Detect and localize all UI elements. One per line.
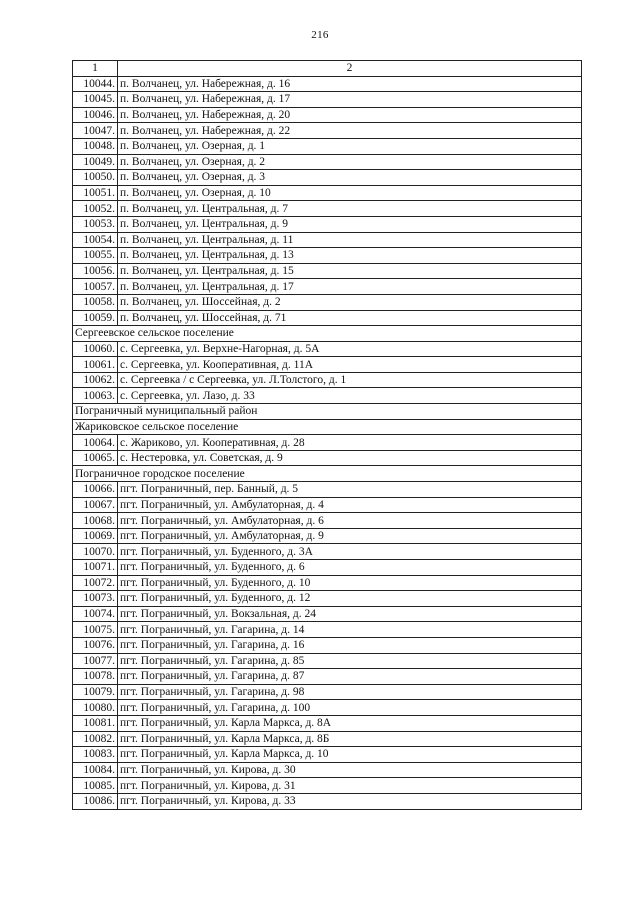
table-row (73, 622, 582, 638)
row-number: 10071. (73, 560, 118, 576)
row-address: п. Волчанец, ул. Шоссейная, д. 2 (118, 294, 582, 310)
row-address: пгт. Пограничный, ул. Амбулаторная, д. 6 (118, 513, 582, 529)
header-row (73, 61, 582, 77)
table-row (73, 372, 582, 388)
row-address: с. Сергеевка, ул. Кооперативная, д. 11А (118, 357, 582, 373)
table-row (73, 606, 582, 622)
table-row (73, 170, 582, 186)
row-address: пгт. Пограничный, ул. Гагарина, д. 85 (118, 653, 582, 669)
table-row (73, 201, 582, 217)
row-address: пгт. Пограничный, пер. Банный, д. 5 (118, 482, 582, 498)
table-row (73, 185, 582, 201)
row-address: с. Сергеевка, ул. Лазо, д. 33 (118, 388, 582, 404)
row-number: 10060. (73, 341, 118, 357)
table-row (73, 341, 582, 357)
section-row (73, 419, 582, 435)
table-row (73, 138, 582, 154)
row-number: 10079. (73, 684, 118, 700)
row-address: пгт. Пограничный, ул. Кирова, д. 33 (118, 793, 582, 809)
row-address: пгт. Пограничный, ул. Кирова, д. 30 (118, 762, 582, 778)
row-number: 10085. (73, 778, 118, 794)
row-address: пгт. Пограничный, ул. Буденного, д. 12 (118, 591, 582, 607)
row-number: 10067. (73, 497, 118, 513)
table-row (73, 497, 582, 513)
row-address: п. Волчанец, ул. Набережная, д. 16 (118, 76, 582, 92)
row-address: п. Волчанец, ул. Набережная, д. 20 (118, 107, 582, 123)
table-row (73, 544, 582, 560)
row-number: 10048. (73, 138, 118, 154)
row-address: п. Волчанец, ул. Озерная, д. 3 (118, 170, 582, 186)
column-header-number: 1 (73, 61, 118, 77)
row-address: п. Волчанец, ул. Центральная, д. 7 (118, 201, 582, 217)
address-table (72, 60, 582, 810)
row-number: 10057. (73, 279, 118, 295)
table-row (73, 107, 582, 123)
row-number: 10052. (73, 201, 118, 217)
row-address: пгт. Пограничный, ул. Карла Маркса, д. 8Б (118, 731, 582, 747)
row-address: пгт. Пограничный, ул. Карла Маркса, д. 8А (118, 715, 582, 731)
row-number: 10064. (73, 435, 118, 451)
table-row (73, 513, 582, 529)
row-number: 10081. (73, 715, 118, 731)
row-number: 10075. (73, 622, 118, 638)
row-address: п. Волчанец, ул. Набережная, д. 17 (118, 92, 582, 108)
row-address: п. Волчанец, ул. Центральная, д. 13 (118, 248, 582, 264)
row-number: 10044. (73, 76, 118, 92)
table-row (73, 575, 582, 591)
table-row (73, 669, 582, 685)
row-address: пгт. Пограничный, ул. Гагарина, д. 100 (118, 700, 582, 716)
row-number: 10049. (73, 154, 118, 170)
row-number: 10084. (73, 762, 118, 778)
row-address: п. Волчанец, ул. Озерная, д. 1 (118, 138, 582, 154)
row-number: 10047. (73, 123, 118, 139)
row-number: 10074. (73, 606, 118, 622)
table-row (73, 684, 582, 700)
row-address: пгт. Пограничный, ул. Амбулаторная, д. 4 (118, 497, 582, 513)
row-number: 10072. (73, 575, 118, 591)
table-row (73, 154, 582, 170)
table-row (73, 700, 582, 716)
row-number: 10068. (73, 513, 118, 529)
section-heading: Пограничное городское поселение (73, 466, 582, 482)
row-address: пгт. Пограничный, ул. Гагарина, д. 16 (118, 637, 582, 653)
table-row (73, 435, 582, 451)
table-row (73, 248, 582, 264)
row-address: пгт. Пограничный, ул. Буденного, д. 10 (118, 575, 582, 591)
page-number: 216 (311, 29, 329, 41)
row-number: 10077. (73, 653, 118, 669)
row-address: п. Волчанец, ул. Шоссейная, д. 71 (118, 310, 582, 326)
row-address: п. Волчанец, ул. Набережная, д. 22 (118, 123, 582, 139)
table-row (73, 778, 582, 794)
row-number: 10066. (73, 482, 118, 498)
row-address: с. Сергеевка, ул. Верхне-Нагорная, д. 5А (118, 341, 582, 357)
row-address: пгт. Пограничный, ул. Буденного, д. 3А (118, 544, 582, 560)
table-row (73, 294, 582, 310)
row-address: п. Волчанец, ул. Озерная, д. 2 (118, 154, 582, 170)
table-row (73, 591, 582, 607)
row-address: пгт. Пограничный, ул. Буденного, д. 6 (118, 560, 582, 576)
row-number: 10055. (73, 248, 118, 264)
row-address: п. Волчанец, ул. Центральная, д. 9 (118, 216, 582, 232)
table-body (73, 76, 582, 809)
row-number: 10070. (73, 544, 118, 560)
section-row (73, 326, 582, 342)
section-row (73, 466, 582, 482)
table-row (73, 482, 582, 498)
table-row (73, 762, 582, 778)
table-row (73, 637, 582, 653)
row-number: 10078. (73, 669, 118, 685)
table-row (73, 92, 582, 108)
table-row (73, 357, 582, 373)
row-address: п. Волчанец, ул. Центральная, д. 15 (118, 263, 582, 279)
row-address: пгт. Пограничный, ул. Вокзальная, д. 24 (118, 606, 582, 622)
row-address: с. Сергеевка / с Сергеевка, ул. Л.Толстого, д. 1 (118, 372, 582, 388)
table-row (73, 123, 582, 139)
table-row (73, 76, 582, 92)
section-heading: Пограничный муниципальный район (73, 404, 582, 420)
row-address: пгт. Пограничный, ул. Гагарина, д. 87 (118, 669, 582, 685)
row-number: 10069. (73, 528, 118, 544)
row-number: 10050. (73, 170, 118, 186)
row-number: 10063. (73, 388, 118, 404)
table-row (73, 731, 582, 747)
row-number: 10053. (73, 216, 118, 232)
row-number: 10065. (73, 450, 118, 466)
row-address: пгт. Пограничный, ул. Гагарина, д. 14 (118, 622, 582, 638)
table-row (73, 263, 582, 279)
table-row (73, 388, 582, 404)
row-number: 10080. (73, 700, 118, 716)
row-number: 10076. (73, 637, 118, 653)
row-number: 10058. (73, 294, 118, 310)
row-number: 10086. (73, 793, 118, 809)
row-number: 10059. (73, 310, 118, 326)
section-heading: Жариковское сельское поселение (73, 419, 582, 435)
row-address: п. Волчанец, ул. Центральная, д. 11 (118, 232, 582, 248)
row-address: п. Волчанец, ул. Озерная, д. 10 (118, 185, 582, 201)
row-number: 10062. (73, 372, 118, 388)
row-number: 10051. (73, 185, 118, 201)
row-number: 10082. (73, 731, 118, 747)
table-row (73, 216, 582, 232)
table-row (73, 310, 582, 326)
row-number: 10054. (73, 232, 118, 248)
row-number: 10083. (73, 747, 118, 763)
section-heading: Сергеевское сельское поселение (73, 326, 582, 342)
table-row (73, 793, 582, 809)
table-row (73, 528, 582, 544)
table-row (73, 747, 582, 763)
row-number: 10073. (73, 591, 118, 607)
table-row (73, 715, 582, 731)
row-number: 10061. (73, 357, 118, 373)
section-row (73, 404, 582, 420)
row-address: пгт. Пограничный, ул. Амбулаторная, д. 9 (118, 528, 582, 544)
table-row (73, 232, 582, 248)
row-number: 10056. (73, 263, 118, 279)
row-address: с. Нестеровка, ул. Советская, д. 9 (118, 450, 582, 466)
table-row (73, 560, 582, 576)
table-row (73, 653, 582, 669)
table-row (73, 450, 582, 466)
row-address: с. Жариково, ул. Кооперативная, д. 28 (118, 435, 582, 451)
row-address: пгт. Пограничный, ул. Карла Маркса, д. 10 (118, 747, 582, 763)
row-address: пгт. Пограничный, ул. Кирова, д. 31 (118, 778, 582, 794)
row-address: пгт. Пограничный, ул. Гагарина, д. 98 (118, 684, 582, 700)
column-header-address: 2 (118, 61, 582, 77)
row-number: 10045. (73, 92, 118, 108)
row-address: п. Волчанец, ул. Центральная, д. 17 (118, 279, 582, 295)
table-row (73, 279, 582, 295)
row-number: 10046. (73, 107, 118, 123)
